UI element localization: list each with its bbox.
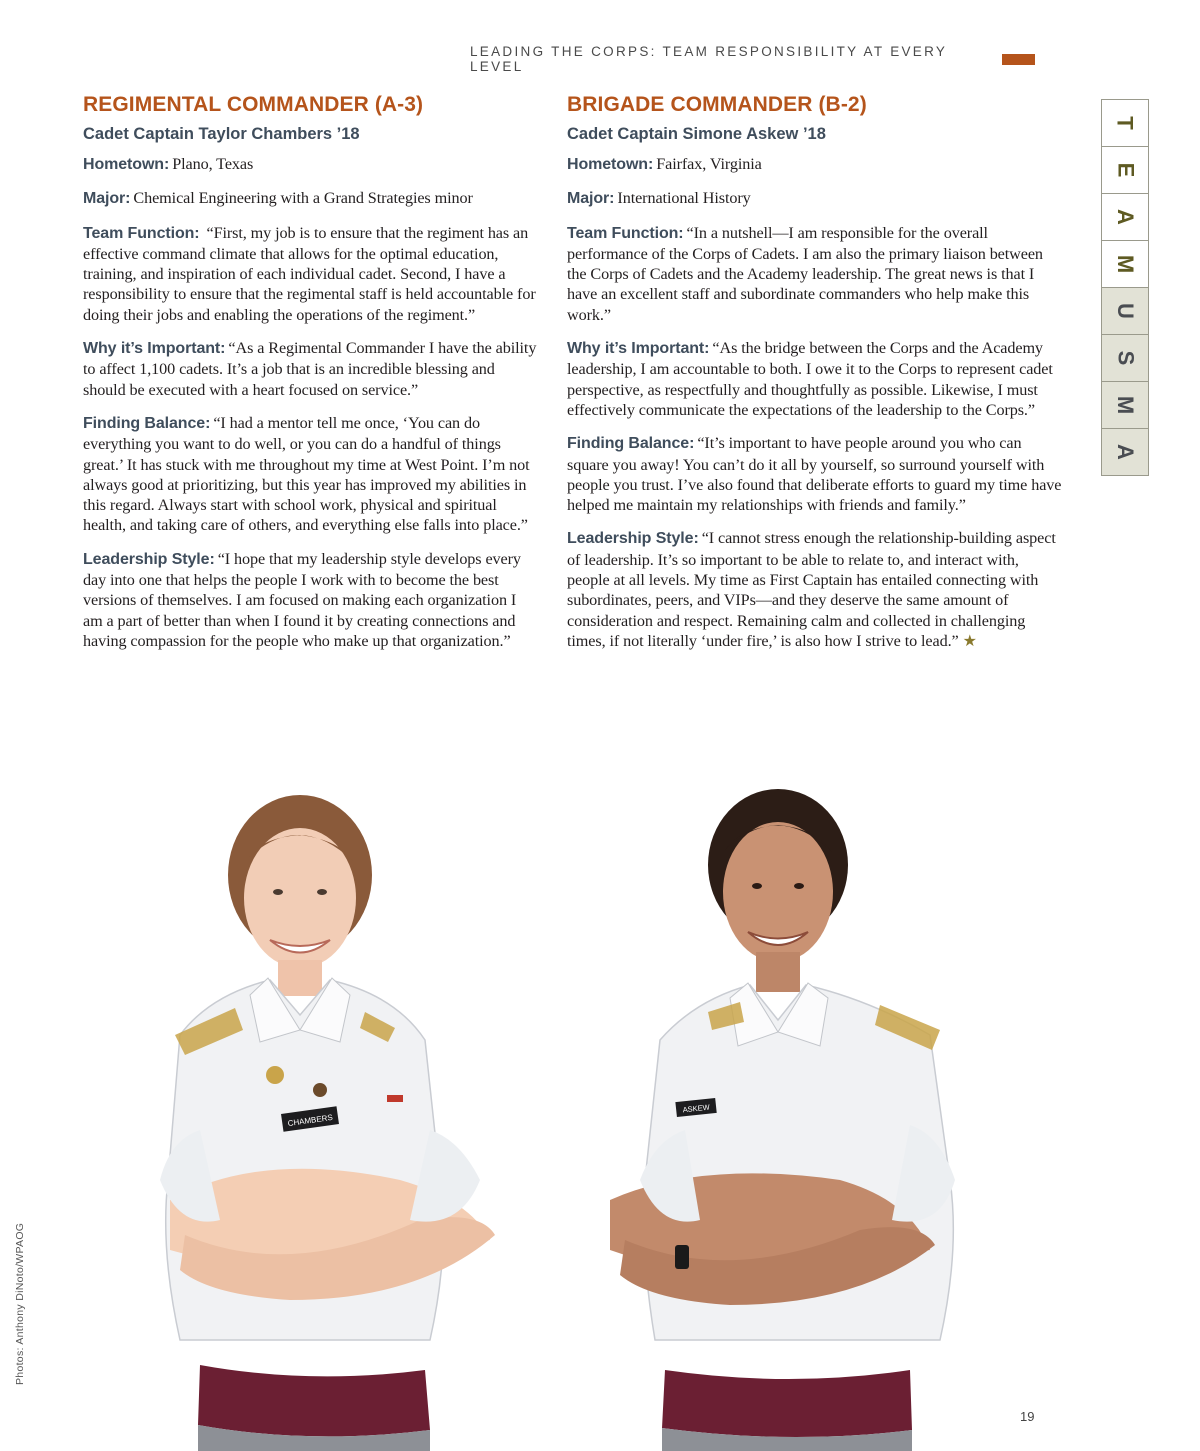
sidetab-letter: M — [1102, 382, 1148, 429]
nametag-chambers: CHAMBERS — [287, 1112, 334, 1129]
why-important-text: “As a Regimental Commander I have the ability to affect 1,100 cadets. It’s a job that is an incredible blessing and should be executed with a heart focused on service.” — [83, 339, 537, 399]
cadets-photo — [140, 780, 980, 1451]
finding-balance — [83, 413, 538, 536]
finding-balance — [567, 433, 1062, 515]
cadet-askew-figure — [610, 789, 955, 1451]
hometown-value: Fairfax, Virginia — [656, 155, 762, 173]
team-function-text: “In a nutshell—I am responsible for the overall performance of the Corps of Cadets. I am also the primary liaison between the Corps of Cadets and the Academy leadership. The great news is that I have an excellent staff and subordinate commanders who help make this work.” — [567, 223, 1043, 324]
why-important — [83, 338, 538, 400]
finding-balance-text: “It’s important to have people around you who can square you away! You can’t do it all by yourself, so surround yourself with people you trust. I’ve also found that deliberate efforts to guard my time have helped me maintain my relationships with friends and family.” — [567, 434, 1062, 515]
finding-balance-label: Finding Balance: — [83, 414, 211, 432]
star-icon: ★ — [962, 632, 977, 650]
role-title: REGIMENTAL COMMANDER (A-3) — [83, 93, 424, 116]
hometown-label: Hometown: — [567, 156, 654, 173]
sidetab-letter: A — [1102, 429, 1148, 475]
brigade-commander-column — [567, 93, 1062, 665]
major-value: Chemical Engineering with a Grand Strategies minor — [133, 189, 473, 208]
finding-balance-text: “I had a mentor tell me once, ‘You can do everything you want to do well, or you can do a handful of things great.’ It has stuck with me throughout my time at West Point. I’m not always good at prioritizing, but this year has improved my abilities in this regard. Always start with school work, physical and spiritual health, and taking care of others, and everything else falls into place.” — [83, 413, 530, 535]
major-value: International History — [617, 189, 751, 208]
regimental-commander-column — [83, 93, 538, 664]
major-label: Major: — [83, 190, 131, 208]
header-accent-bar — [1002, 54, 1035, 65]
why-important — [567, 338, 1062, 420]
cadet-chambers-figure — [160, 795, 495, 1451]
page-number: 19 — [1020, 1409, 1035, 1424]
sidetab-letter: U — [1102, 288, 1148, 335]
sidetab-letter: T — [1102, 100, 1148, 147]
why-important-label: Why it’s Important: — [83, 340, 226, 358]
why-important-text: “As the bridge between the Corps and the Academy leadership, I am accountable to both. I owe it to the Corps to represent cadet perspective, as respectfully and thoughtfully as possible. Likewise, I must effectively communicate the expectations of the leadership to the Corps.” — [567, 339, 1053, 419]
sidetab-letter: E — [1102, 147, 1148, 194]
team-function — [567, 223, 1062, 325]
finding-balance-label: Finding Balance: — [567, 435, 695, 453]
running-header-title: LEADING THE CORPS: TEAM RESPONSIBILITY AT EVERY LEVEL — [470, 44, 947, 74]
leadership-style-text: “I cannot stress enough the relationship-building aspect of leadership. It’s so important to be able to relate to, and interact with, people at all levels. My time as First Captain has entailed connecting with subordinates, peers, and VIPs—and they deserve the same amount of consideration and respect. Remaining calm and collected in challenging times, if not literally ‘under fire,’ is also how I strive to lead.” — [567, 529, 1056, 650]
photo-credit: Photos: Anthony DiNoto/WPAOG — [14, 1222, 26, 1385]
major — [83, 188, 538, 209]
cadet-name: Cadet Captain Taylor Chambers ’18 — [83, 125, 360, 143]
role-title: BRIGADE COMMANDER (B-2) — [567, 93, 867, 116]
team-usma-side-tab — [1101, 99, 1149, 476]
hometown-label: Hometown: — [83, 156, 170, 173]
major-label: Major: — [567, 190, 615, 208]
team-function-text: “First, my job is to ensure that the regiment has an effective command climate that allows for the optimal education, training, and inspiration of each individual cadet. Second, I have a responsibility to ensure that the regimental staff is held accountable for doing their jobs and enabling the operations of the regiment.” — [83, 223, 536, 324]
team-function — [83, 223, 538, 325]
hometown — [567, 154, 1062, 175]
leadership-style-label: Leadership Style: — [567, 530, 699, 548]
hometown-value: Plano, Texas — [172, 155, 254, 173]
running-header — [470, 44, 1035, 74]
why-important-label: Why it’s Important: — [567, 340, 710, 358]
sidetab-letter: S — [1102, 335, 1148, 382]
nametag-askew: ASKEW — [682, 1102, 711, 1115]
sidetab-letter: A — [1102, 194, 1148, 241]
leadership-style-label: Leadership Style: — [83, 550, 215, 568]
sidetab-letter: M — [1102, 241, 1148, 288]
team-function-label: Team Function: — [83, 224, 200, 242]
team-function-label: Team Function: — [567, 224, 684, 242]
hometown — [83, 154, 538, 175]
leadership-style — [83, 549, 538, 651]
major — [567, 188, 1062, 209]
leadership-style — [567, 528, 1062, 652]
leadership-style-text: “I hope that my leadership style develops every day into one that helps the people I work with to become the best versions of themselves. I am focused on making each organization I am a part of better than when I found it by creating connections and having compassion for the people who make up that organization.” — [83, 549, 521, 650]
cadet-name: Cadet Captain Simone Askew ’18 — [567, 125, 826, 143]
